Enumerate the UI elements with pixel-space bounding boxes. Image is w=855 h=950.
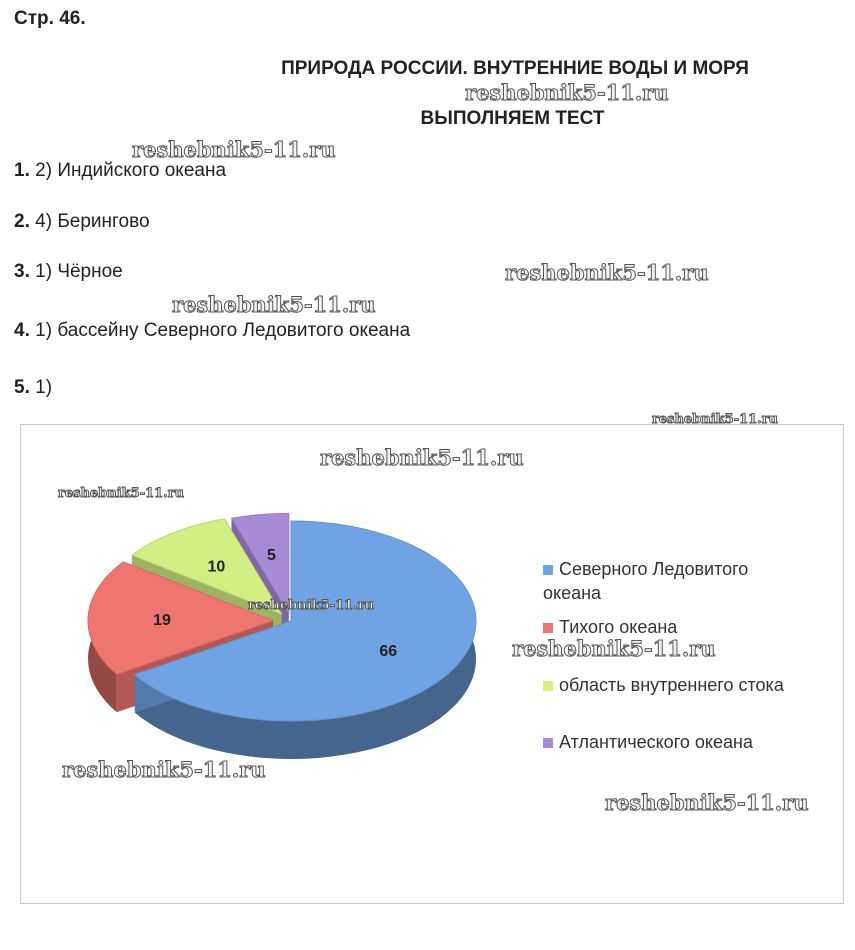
answer-number: 4. bbox=[14, 320, 30, 341]
page-subtitle: ВЫПОЛНЯЕМ ТЕСТ bbox=[420, 108, 605, 129]
answer-text: 1) Чёрное bbox=[35, 261, 123, 282]
watermark: reshebnik5-11.ru bbox=[248, 598, 375, 613]
answer-number: 3. bbox=[14, 261, 30, 282]
answer-5 bbox=[14, 377, 52, 399]
legend-label: область внутреннего стока bbox=[559, 675, 784, 695]
answer-number: 5. bbox=[14, 377, 30, 398]
legend-label: Тихого океана bbox=[559, 617, 678, 637]
watermark: reshebnik5-11.ru bbox=[465, 80, 669, 105]
legend-swatch bbox=[543, 681, 553, 691]
answer-2 bbox=[14, 211, 150, 233]
watermark: reshebnik5-11.ru bbox=[62, 757, 266, 782]
watermark: reshebnik5-11.ru bbox=[132, 137, 336, 162]
legend-swatch bbox=[543, 738, 553, 748]
answer-4 bbox=[14, 320, 410, 342]
answer-3 bbox=[14, 261, 123, 283]
watermark: reshebnik5-11.ru bbox=[605, 790, 809, 815]
watermark: reshebnik5-11.ru bbox=[652, 412, 779, 427]
page-title: ПРИРОДА РОССИИ. ВНУТРЕННИЕ ВОДЫ И МОРЯ bbox=[281, 58, 749, 79]
answer-text: 4) Берингово bbox=[35, 211, 150, 232]
pie-data-label-pacific: 19 bbox=[153, 611, 171, 629]
answer-number: 2. bbox=[14, 211, 30, 232]
legend-label: Северного Ледовитого океана bbox=[543, 559, 749, 603]
pie-data-label-internal: 10 bbox=[207, 558, 226, 576]
watermark: reshebnik5-11.ru bbox=[58, 486, 185, 501]
answer-1 bbox=[14, 160, 226, 182]
answer-text: 1) bbox=[35, 377, 53, 398]
watermark: reshebnik5-11.ru bbox=[512, 636, 716, 661]
answer-text: 1) бассейну Северного Ледовитого океана bbox=[35, 320, 411, 341]
legend-label: Атлантического океана bbox=[559, 732, 753, 752]
legend-item-atlantic bbox=[543, 730, 753, 754]
pie-data-label-atlantic: 5 bbox=[266, 547, 276, 565]
answer-text: 2) Индийского океана bbox=[35, 160, 227, 181]
legend-swatch bbox=[543, 565, 553, 575]
watermark: reshebnik5-11.ru bbox=[505, 260, 709, 285]
legend-item-arctic bbox=[543, 557, 803, 605]
watermark: reshebnik5-11.ru bbox=[320, 445, 524, 470]
page-number: Стр. 46. bbox=[14, 8, 86, 29]
watermark: reshebnik5-11.ru bbox=[172, 292, 376, 317]
legend-swatch bbox=[543, 623, 553, 633]
pie-data-label-arctic: 66 bbox=[379, 642, 398, 660]
legend-item-internal bbox=[543, 673, 784, 697]
answer-number: 1. bbox=[14, 160, 30, 181]
